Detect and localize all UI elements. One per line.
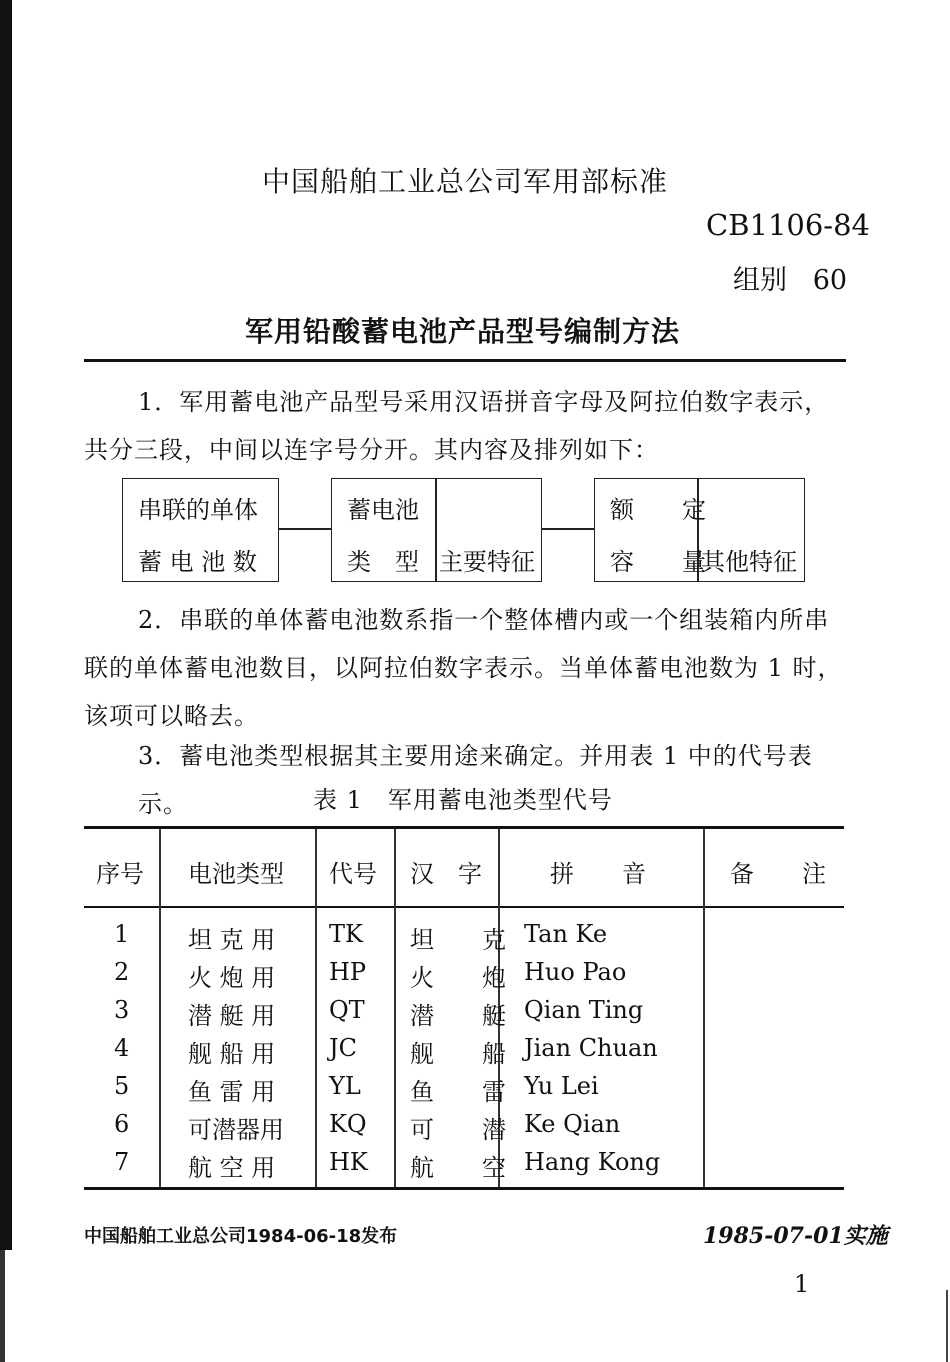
table-col-divider	[703, 829, 705, 1187]
diagram-hyphen-1	[279, 528, 331, 530]
table-1-caption: 表 1 军用蓄电池类型代号	[313, 786, 613, 814]
paragraph-2	[84, 596, 846, 740]
diagram-box3-top: 额 定	[610, 496, 706, 524]
table-cell-chinese: 航 空	[410, 1154, 506, 1182]
table-col-divider	[315, 829, 317, 1187]
table-header-remarks: 备 注	[730, 860, 826, 888]
table-header-code: 代号	[329, 860, 377, 888]
table-cell-pinyin: Ke Qian	[524, 1110, 621, 1138]
group-label: 组别	[733, 265, 787, 296]
table-cell-seq: 6	[114, 1110, 130, 1138]
group-value: 60	[812, 265, 848, 296]
table-cell-type: 舰 船 用	[188, 1040, 276, 1068]
paragraph-2-line-2: 联的单体蓄电池数目，以阿拉伯数字表示。当单体蓄电池数为 1 时，	[84, 654, 843, 682]
diagram-hyphen-2	[542, 528, 594, 530]
page-number: 1	[794, 1270, 810, 1298]
diagram-box1-line2: 蓄 电 池 数	[138, 548, 257, 576]
table-header-pinyin: 拼 音	[550, 860, 646, 888]
paragraph-1-line-1: 1．军用蓄电池产品型号采用汉语拼音字母及阿拉伯数字表示，	[138, 388, 830, 416]
table-cell-code: HK	[329, 1148, 368, 1176]
organization-heading: 中国船舶工业总公司军用部标准	[262, 165, 669, 198]
table-top-rule	[84, 826, 844, 829]
scan-edge-right	[946, 1290, 948, 1362]
paragraph-1-line-2: 共分三段，中间以连字号分开。其内容及排列如下：	[84, 436, 659, 464]
table-cell-seq: 4	[114, 1034, 130, 1062]
table-cell-pinyin: Huo Pao	[524, 958, 627, 986]
paragraph-1	[84, 378, 846, 474]
table-cell-type: 坦 克 用	[188, 926, 276, 954]
diagram-box3-bottom: 容 量	[610, 548, 706, 576]
table-header-seq: 序号	[96, 860, 144, 888]
paragraph-3-line-1: 3．蓄电池类型根据其主要用途来确定。并用表 1 中的代号表示。	[138, 742, 813, 818]
paragraph-2-line-1: 2．串联的单体蓄电池数系指一个整体槽内或一个组装箱内所串	[138, 606, 830, 634]
table-col-divider	[394, 829, 396, 1187]
table-cell-code: KQ	[329, 1110, 367, 1138]
table-cell-seq: 1	[114, 920, 130, 948]
table-header-type: 电池类型	[188, 860, 284, 888]
diagram-box1-line1: 串联的单体	[138, 496, 258, 524]
diagram-box3-feature: 其他特征	[701, 548, 797, 576]
table-cell-chinese: 鱼 雷	[410, 1078, 506, 1106]
paragraph-2-line-3: 该项可以略去。	[84, 702, 259, 730]
table-cell-code: YL	[329, 1072, 361, 1100]
table-cell-pinyin: Hang Kong	[524, 1148, 661, 1176]
table-cell-pinyin: Yu Lei	[524, 1072, 599, 1100]
table-cell-type: 可潜器用	[188, 1116, 284, 1144]
diagram-box2-top: 蓄电池	[347, 496, 419, 524]
table-cell-code: TK	[329, 920, 363, 948]
standard-code: CB1106-84	[706, 208, 871, 242]
table-cell-chinese: 可 潜	[410, 1116, 506, 1144]
table-cell-chinese: 舰 船	[410, 1040, 506, 1068]
table-cell-code: QT	[329, 996, 365, 1024]
diagram-box2-bottom: 类 型	[347, 548, 419, 576]
diagram-box2-divider	[435, 479, 437, 581]
table-cell-pinyin: Qian Ting	[524, 996, 644, 1024]
effective-date: 1985-07-01实施	[703, 1223, 888, 1249]
scan-edge-left-lower	[0, 1250, 5, 1362]
diagram-box2-feature: 主要特征	[439, 548, 535, 576]
document-title: 军用铅酸蓄电池产品型号编制方法	[245, 315, 681, 348]
group-number	[733, 258, 847, 297]
table-cell-seq: 5	[114, 1072, 130, 1100]
scan-edge-left	[0, 0, 12, 1250]
table-cell-pinyin: Tan Ke	[524, 920, 608, 948]
table-cell-type: 鱼 雷 用	[188, 1078, 276, 1106]
table-cell-seq: 3	[114, 996, 130, 1024]
table-cell-chinese: 坦 克	[410, 926, 506, 954]
table-cell-pinyin: Jian Chuan	[524, 1034, 658, 1062]
table-cell-type: 火 炮 用	[188, 964, 276, 992]
table-cell-seq: 7	[114, 1148, 130, 1176]
table-cell-code: HP	[329, 958, 367, 986]
table-header-rule	[84, 906, 844, 908]
table-cell-chinese: 潜 艇	[410, 1002, 506, 1030]
table-header-chinese: 汉 字	[410, 860, 482, 888]
table-cell-seq: 2	[114, 958, 130, 986]
title-rule	[84, 359, 846, 362]
table-bottom-rule	[84, 1187, 844, 1190]
table-cell-code: JC	[329, 1034, 357, 1062]
table-cell-chinese: 火 炮	[410, 964, 506, 992]
table-col-divider	[159, 829, 161, 1187]
issue-date: 中国船舶工业总公司1984-06-18发布	[84, 1226, 398, 1247]
table-cell-type: 潜 艇 用	[188, 1002, 276, 1030]
table-cell-type: 航 空 用	[188, 1154, 276, 1182]
